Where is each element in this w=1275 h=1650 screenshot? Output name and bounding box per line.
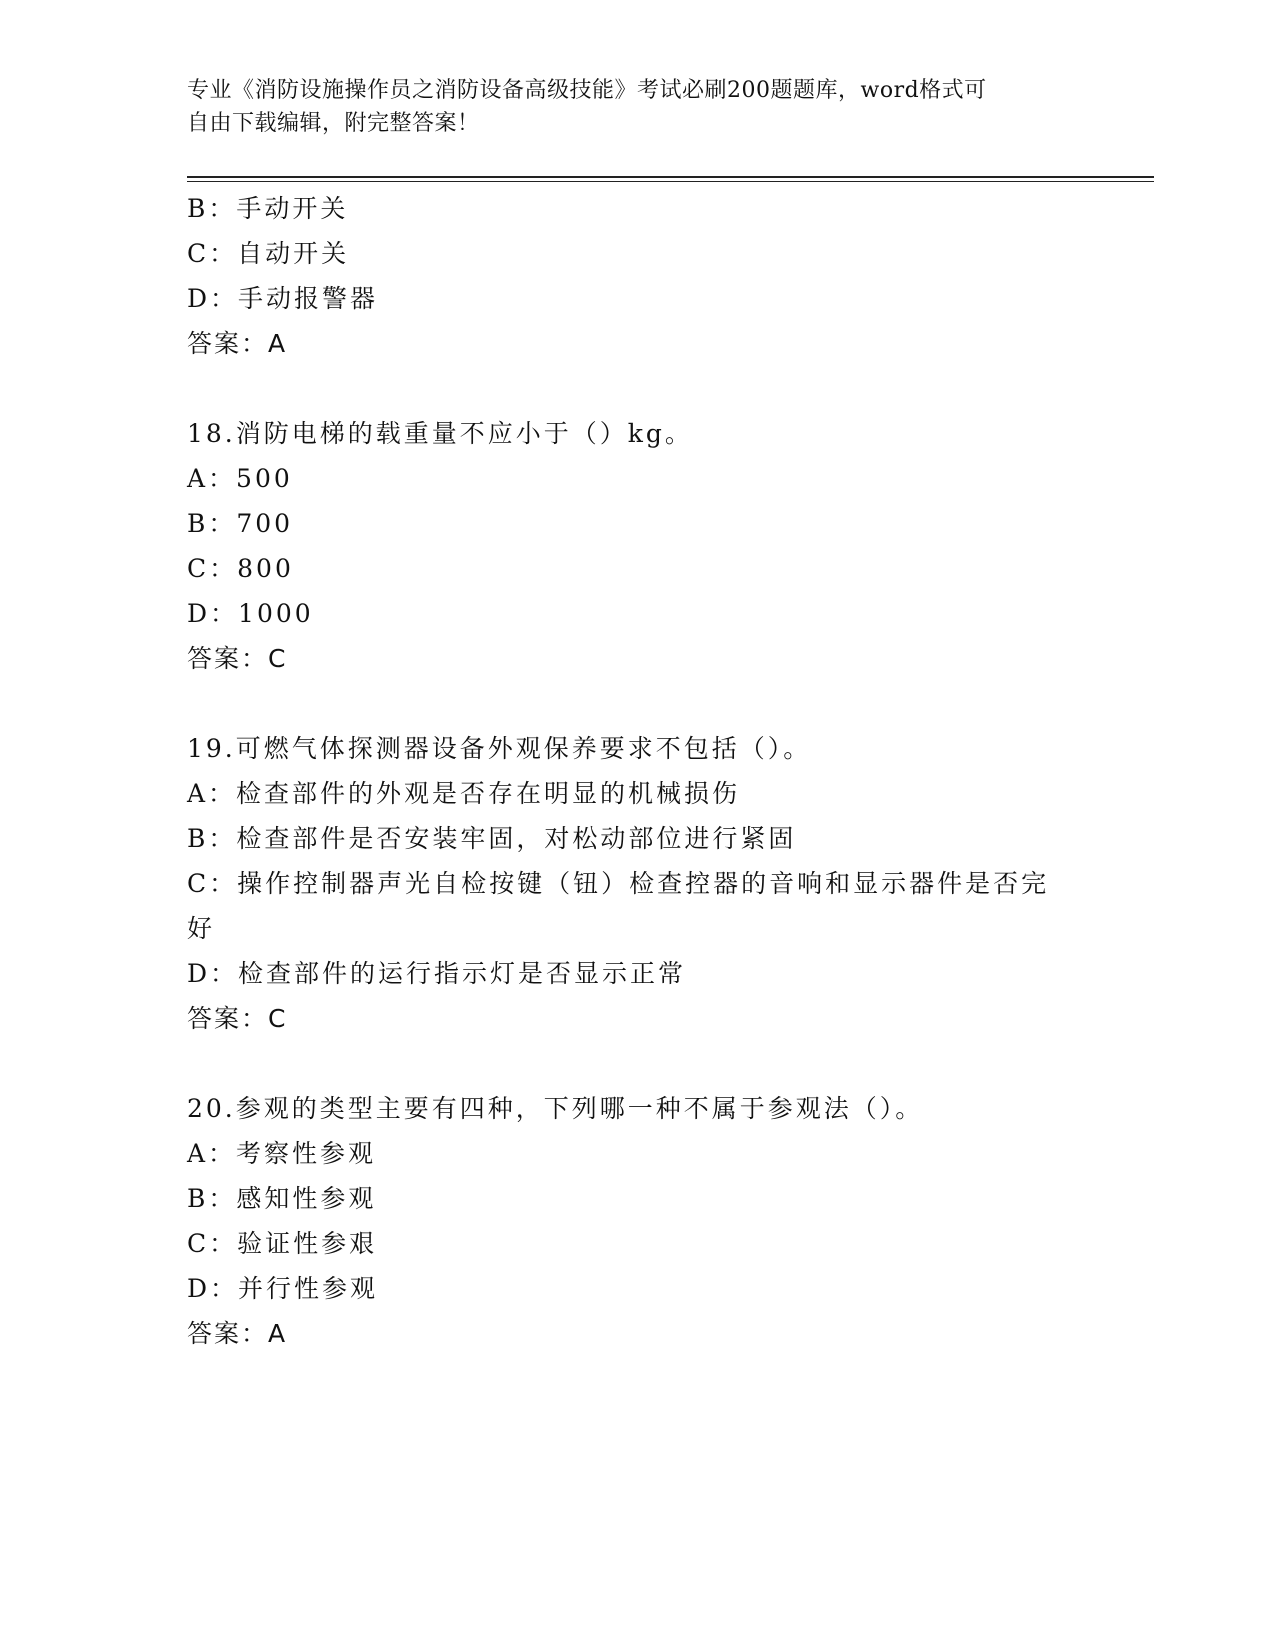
header-divider-thin [187, 181, 1154, 182]
option-d: D：1000 [187, 599, 314, 628]
header-line-2: 自由下载编辑，附完整答案！ [187, 111, 480, 136]
option-b: B：700 [187, 509, 294, 538]
option-c: C：自动开关 [187, 239, 350, 268]
option-a: A：考察性参观 [187, 1139, 377, 1168]
question-19: 19.可燃气体探测器设备外观保养要求不包括（）。 [187, 734, 812, 763]
option-a: A：检查部件的外观是否存在明显的机械损伤 [187, 779, 741, 808]
answer-line: 答案：A [187, 329, 288, 358]
option-d: D：并行性参观 [187, 1274, 379, 1303]
answer-line: 答案：C [187, 1004, 288, 1033]
answer-line: 答案：A [187, 1319, 288, 1348]
option-b: B：感知性参观 [187, 1184, 377, 1213]
document-header [187, 74, 1067, 140]
answer-line: 答案：C [187, 644, 288, 673]
option-c: C：验证性参艰 [187, 1229, 378, 1258]
option-b: B：手动开关 [187, 194, 349, 223]
question-20: 20.参观的类型主要有四种，下列哪一种不属于参观法（）。 [187, 1094, 924, 1123]
question-18: 18.消防电梯的载重量不应小于（）kg。 [187, 419, 693, 448]
header-line-1: 专业《消防设施操作员之消防设备高级技能》考试必刷200题题库，word格式可 [187, 78, 987, 103]
option-a: A：500 [187, 464, 293, 493]
option-d: D：手动报警器 [187, 284, 379, 313]
option-c: C：800 [187, 554, 294, 583]
option-c-continued: 好 [187, 914, 216, 943]
header-divider-thick [187, 176, 1154, 178]
option-b: B：检查部件是否安装牢固，对松动部位进行紧固 [187, 824, 797, 853]
option-d: D：检查部件的运行指示灯是否显示正常 [187, 959, 687, 988]
option-c: C：操作控制器声光自检按键（钮）检查控器的音响和显示器件是否完 [187, 869, 1050, 898]
